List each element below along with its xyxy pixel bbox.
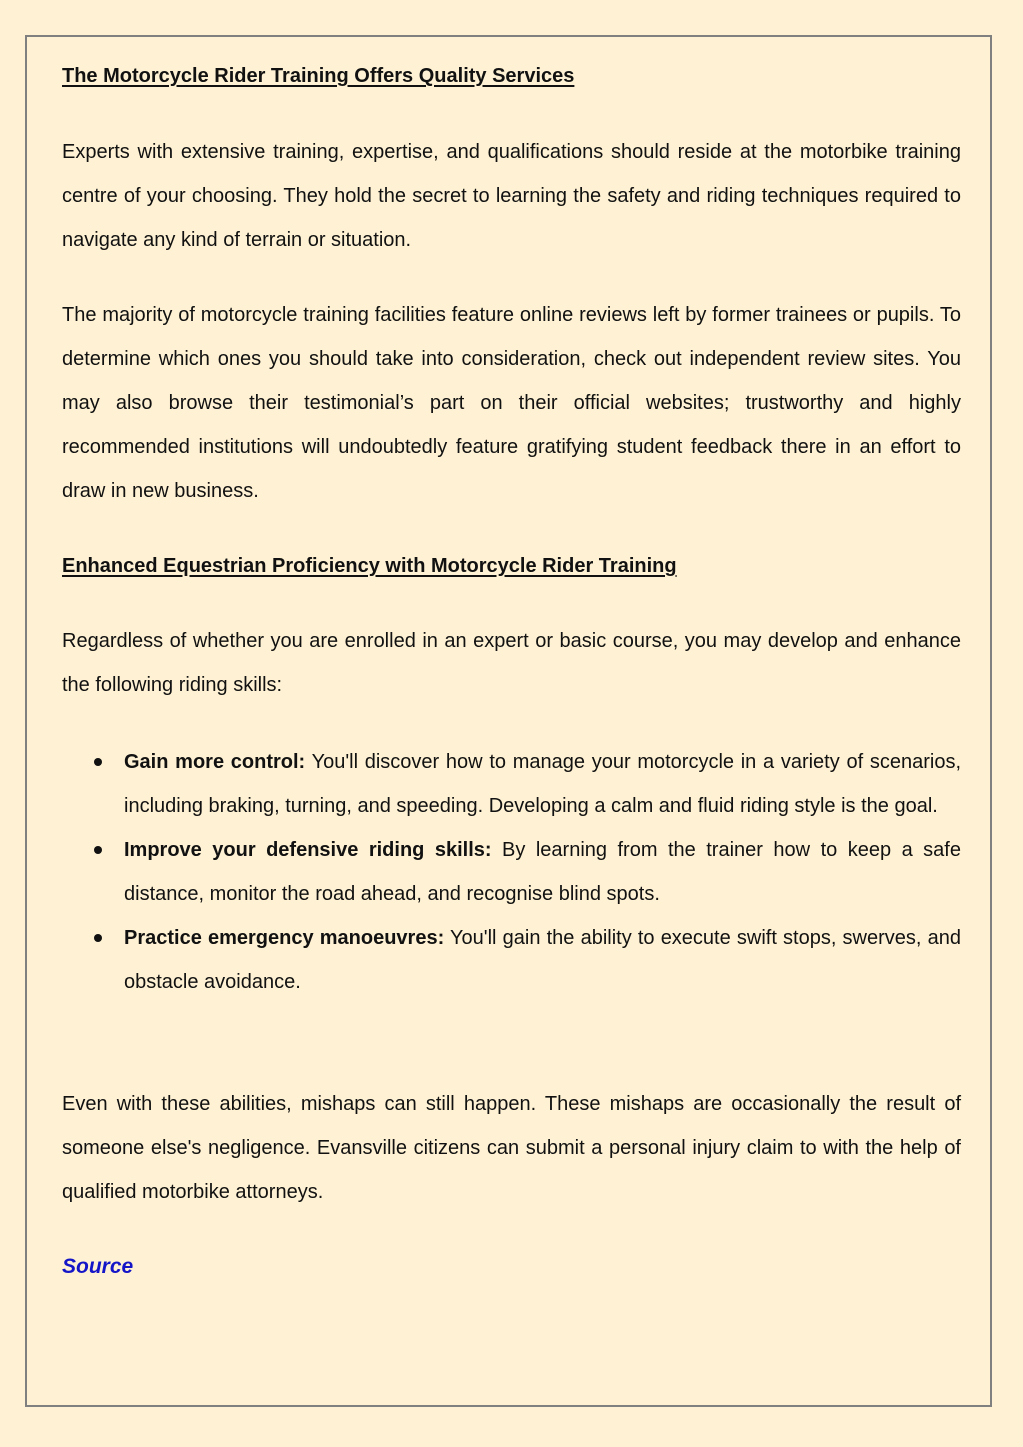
list-item-text: You'll discover how to manage your motorcycle in a variety of scenarios, including braking, turning, and speeding. Developing a calm and fluid riding style is the goal.	[124, 751, 961, 817]
section-heading-proficiency: Enhanced Equestrian Proficiency with Motorcycle Rider Training	[62, 555, 677, 577]
list-item	[62, 740, 961, 828]
bullet-icon	[94, 934, 102, 942]
list-item-lead: Improve your defensive riding skills:	[124, 839, 492, 861]
paragraph-reviews: The majority of motorcycle training facilities feature online reviews left by former trainees or pupils. To determine which ones you should take into consideration, check out independent review sites. You may also browse their testimonial’s part on their official websites; trustworthy and highly recommended institutions will undoubtedly feature gratifying student feedback there in an effort to draw in new business.	[62, 304, 961, 502]
bullet-icon	[94, 758, 102, 766]
section-heading-quality-services: The Motorcycle Rider Training Offers Quality Services	[62, 65, 575, 87]
list-item-lead: Practice emergency manoeuvres:	[124, 927, 445, 949]
list-item	[62, 916, 961, 1004]
paragraph-experts: Experts with extensive training, expertise, and qualifications should reside at the motorbike training centre of your choosing. They hold the secret to learning the safety and riding techniques required to navigate any kind of terrain or situation.	[62, 141, 961, 251]
skills-list	[62, 740, 961, 1004]
list-item-text: By learning from the trainer how to keep a safe distance, monitor the road ahead, and recognise blind spots.	[124, 839, 961, 905]
list-item-text: You'll gain the ability to execute swift stops, swerves, and obstacle avoidance.	[124, 927, 961, 993]
source-link[interactable]: Source	[62, 1255, 134, 1278]
paragraph-skills-intro: Regardless of whether you are enrolled in an expert or basic course, you may develop and enhance the following riding skills:	[62, 630, 961, 696]
bullet-icon	[94, 846, 102, 854]
list-item-lead: Gain more control:	[124, 751, 306, 773]
paragraph-mishaps: Even with these abilities, mishaps can still happen. These mishaps are occasionally the result of someone else's negligence. Evansville citizens can submit a personal injury claim to with the help of qualified motorbike attorneys.	[62, 1093, 961, 1203]
list-item	[62, 828, 961, 916]
